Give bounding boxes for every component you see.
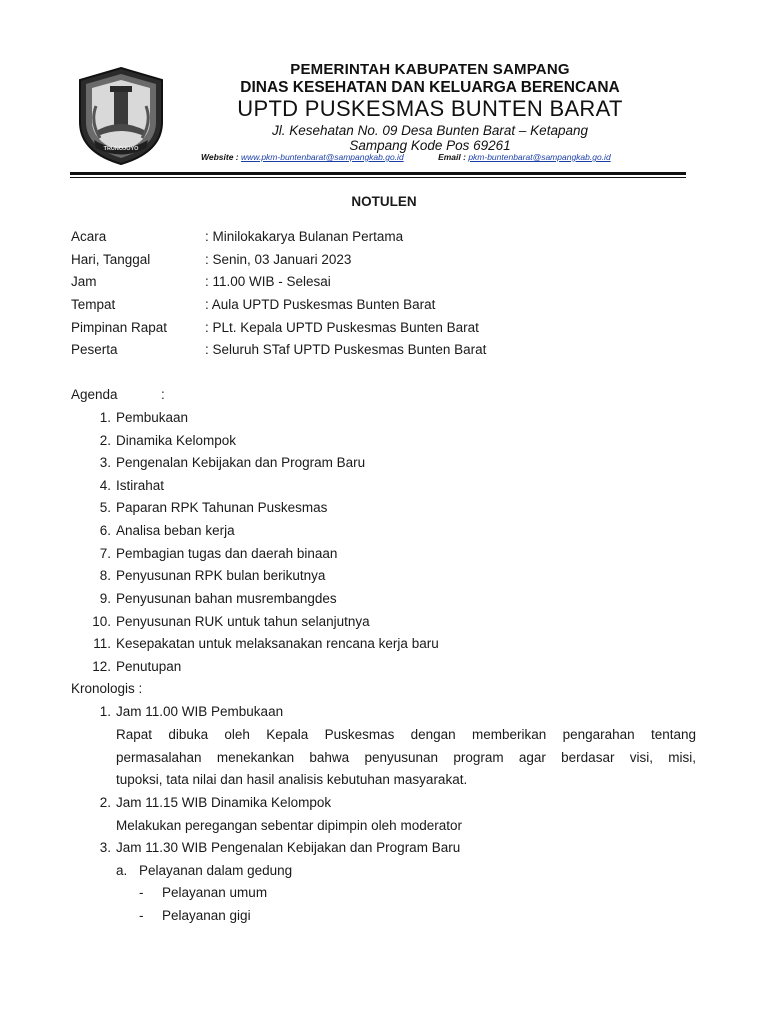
agenda-item: Pengenalan Kebijakan dan Program Baru	[116, 455, 366, 470]
info-value-acara: : Minilokakarya Bulanan Pertama	[205, 229, 404, 244]
agenda-item: Kesepakatan untuk melaksanakan rencana kerja baru	[116, 636, 439, 651]
info-value-hari-tanggal: : Senin, 03 Januari 2023	[205, 252, 352, 267]
bullet-text: Pelayanan umum	[162, 885, 268, 900]
kronologis-paragraph-line: tupoksi, tata nilai dan hasil analisis kebutuhan masyarakat.	[116, 772, 468, 787]
info-label-peserta: Peserta	[71, 342, 118, 357]
agenda-item: Analisa beban kerja	[116, 523, 235, 538]
kronologis-item-title: Jam 11.00 WIB Pembukaan	[116, 704, 284, 719]
info-label-acara: Acara	[71, 229, 107, 244]
letterhead-contact-line	[201, 152, 611, 162]
info-value-tempat: : Aula UPTD Puskesmas Bunten Barat	[205, 297, 436, 312]
agenda-number: 3.	[99, 455, 111, 470]
email-link[interactable]: pkm-buntenbarat@sampangkab.go.id	[468, 152, 611, 162]
kronologis-paragraph-line: Melakukan peregangan sebentar dipimpin oleh moderator	[116, 818, 462, 833]
agenda-item: Istirahat	[116, 478, 165, 493]
sub-item-letter: a.	[116, 863, 128, 878]
kronologis-number: 3.	[99, 840, 111, 855]
website-label: Website :	[201, 152, 239, 162]
agenda-item: Paparan RPK Tahunan Puskesmas	[116, 500, 328, 515]
kronologis-paragraph-line: permasalahan menekankan bahwa penyusunan program agar berdasar visi, misi,	[116, 750, 696, 765]
letterhead-government: PEMERINTAH KABUPATEN SAMPANG	[290, 61, 570, 78]
sub-item-text: Pelayanan dalam gedung	[139, 863, 293, 878]
agenda-item: Pembagian tugas dan daerah binaan	[116, 546, 338, 561]
letterhead-divider-thick	[70, 172, 686, 175]
agenda-number: 8.	[99, 568, 111, 583]
bullet-dash: -	[139, 885, 144, 900]
agenda-number: 2.	[99, 433, 111, 448]
kronologis-paragraph-line: Rapat dibuka oleh Kepala Puskesmas dengan memberikan pengarahan tentang	[116, 727, 696, 742]
agenda-item: Pembukaan	[116, 410, 189, 425]
agenda-number: 7.	[99, 546, 111, 561]
agenda-number: 4.	[99, 478, 111, 493]
agenda-number: 10.	[92, 614, 111, 629]
agenda-item: Penyusunan RPK bulan berikutnya	[116, 568, 326, 583]
regency-seal-logo	[76, 66, 166, 166]
agenda-item: Penyusunan RUK untuk tahun selanjutnya	[116, 614, 370, 629]
agenda-heading: Agenda	[71, 387, 118, 402]
kronologis-item-title: Jam 11.30 WIB Pengenalan Kebijakan dan Program Baru	[116, 840, 461, 855]
info-label-pimpinan: Pimpinan Rapat	[71, 320, 168, 335]
agenda-number: 5.	[99, 500, 111, 515]
document-title: NOTULEN	[351, 194, 417, 209]
info-value-peserta: : Seluruh STaf UPTD Puskesmas Bunten Barat	[205, 342, 487, 357]
website-link[interactable]: www.pkm-buntenbarat@sampangkab.go.id	[241, 152, 404, 162]
kronologis-item-title: Jam 11.15 WIB Dinamika Kelompok	[116, 795, 332, 810]
agenda-item: Penyusunan bahan musrembangdes	[116, 591, 337, 606]
info-label-jam: Jam	[71, 274, 97, 289]
agenda-number: 1.	[99, 410, 111, 425]
agenda-colon: :	[161, 387, 165, 402]
bullet-text: Pelayanan gigi	[162, 908, 251, 923]
letterhead-divider-thin	[70, 177, 686, 178]
agenda-number: 6.	[99, 523, 111, 538]
info-label-hari-tanggal: Hari, Tanggal	[71, 252, 151, 267]
agenda-number: 11.	[93, 636, 111, 651]
info-label-tempat: Tempat	[71, 297, 116, 312]
letterhead-address-line2: Sampang Kode Pos 69261	[349, 138, 511, 153]
letterhead-address-line1: Jl. Kesehatan No. 09 Desa Bunten Barat – Ketapang	[272, 123, 588, 138]
logo-text: TRUNOJOYO	[103, 146, 139, 152]
agenda-number: 12.	[92, 659, 111, 674]
kronologis-number: 2.	[99, 795, 111, 810]
agenda-number: 9.	[99, 591, 111, 606]
email-label: Email :	[438, 152, 466, 162]
letterhead-institution: UPTD PUSKESMAS BUNTEN BARAT	[237, 96, 623, 121]
kronologis-number: 1.	[99, 704, 111, 719]
agenda-item: Dinamika Kelompok	[116, 433, 237, 448]
letterhead-department: DINAS KESEHATAN DAN KELUARGA BERENCANA	[240, 79, 620, 96]
info-value-jam: : 11.00 WIB - Selesai	[205, 274, 331, 289]
info-value-pimpinan: : PLt. Kepala UPTD Puskesmas Bunten Barat	[205, 320, 479, 335]
kronologis-heading: Kronologis :	[71, 681, 143, 696]
agenda-item: Penutupan	[116, 659, 182, 674]
bullet-dash: -	[139, 908, 144, 923]
